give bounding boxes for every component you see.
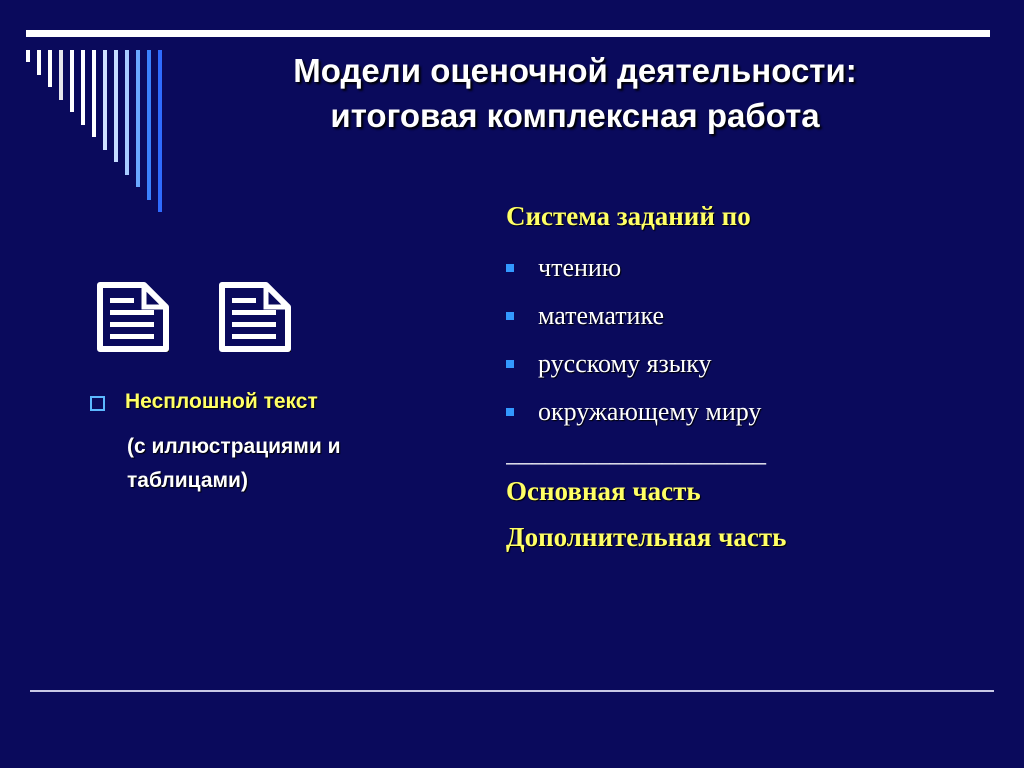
decorative-stripe [81,50,85,125]
subject-label: математике [538,301,664,330]
decorative-stripe [147,50,151,200]
description-line-1: (с иллюстрациями и [127,435,341,458]
nonlinear-text-description [127,430,450,498]
decorative-stripe [114,50,118,162]
description-line-2: таблицами) [127,469,248,492]
decorative-stripe [48,50,52,87]
task-system-heading: Система заданий по [506,201,751,231]
main-part-label: Основная часть [506,476,701,506]
separator-line: ____________________ [506,438,766,467]
decorative-stripe [37,50,41,75]
decorative-stripe [26,50,30,62]
list-item [90,388,450,416]
decorative-stripe [158,50,162,212]
list-item [506,388,1006,436]
subject-list [506,244,1006,436]
subject-label: чтению [538,253,622,282]
top-rule [26,30,990,37]
list-item [506,244,1006,292]
document-icon [96,282,170,352]
decorative-stripe [59,50,63,100]
square-bullet-icon [506,360,514,368]
stripe-decoration [26,50,176,210]
square-bullet-icon [506,264,514,272]
additional-part-label: Дополнительная часть [506,522,787,552]
task-system-column [506,196,1006,560]
square-bullet-icon [506,312,514,320]
document-icon [218,282,292,352]
list-item [506,292,1006,340]
slide-title-line-1: Модели оценочной деятельности: [293,52,857,89]
decorative-stripe [136,50,140,187]
slide-title-line-2: итоговая комплексная работа [330,97,820,134]
slide-title [180,48,970,138]
nonlinear-text-label: Несплошной текст [125,390,318,413]
hollow-square-bullet-icon [90,396,105,411]
bottom-rule [30,690,994,692]
decorative-stripe [92,50,96,137]
subject-label: русскому языку [538,349,712,378]
square-bullet-icon [506,408,514,416]
decorative-stripe [70,50,74,112]
left-bullet-list [90,388,450,498]
subject-label: окружающему миру [538,397,762,426]
decorative-stripe [125,50,129,175]
decorative-stripe [103,50,107,150]
list-item [506,340,1006,388]
